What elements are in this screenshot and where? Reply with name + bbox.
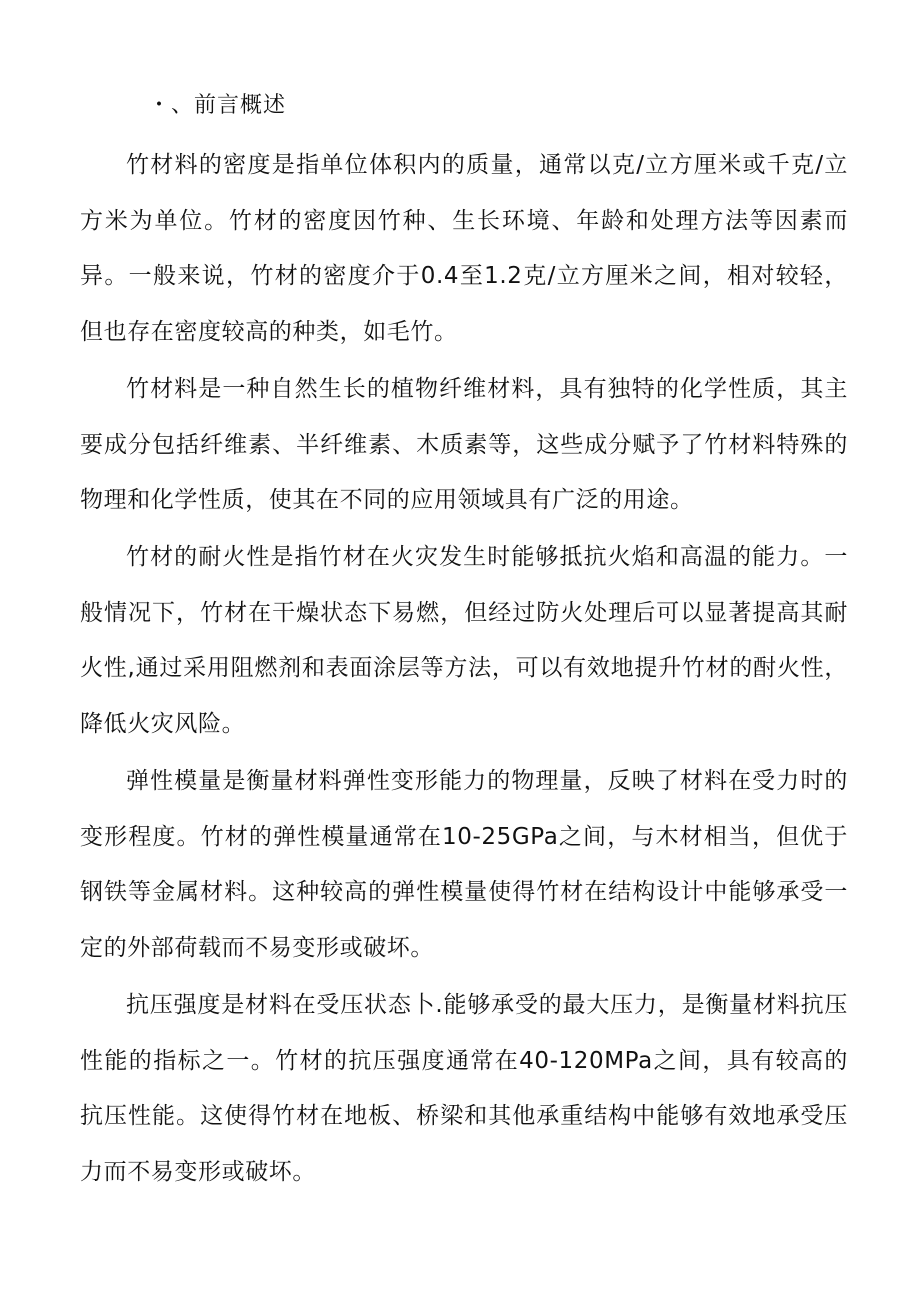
- paragraph-chemical-properties: 竹材料是一种自然生长的植物纤维材料，具有独特的化学性质，其主要成分包括纤维素、半纤维素、木质素等，这些成分赋予了竹材料特殊的物理和化学性质，使其在不同的应用领域具有广泛的用途。: [80, 376, 848, 513]
- paragraph-compressive-strength: 抗压强度是材料在受压状态卜.能够承受的最大压力，是衡量材料抗压性能的指标之一。竹材的抗压强度通常在40-120MPa之间，具有较高的抗压性能。这使得竹材在地板、桥梁和其他承重结构中能够有效地承受压力而不易变形或破坏。: [80, 992, 848, 1185]
- paragraph-elastic-modulus: 弹性模量是衡量材料弹性变形能力的物理量，反映了材料在受力时的变形程度。竹材的弹性模量通常在10-25GPa之间，与木材相当，但优于钢铁等金属材料。这种较高的弹性模量使得竹材在结构设计中能够承受一定的外部荷载而不易变形或破坏。: [80, 768, 848, 961]
- section-heading: ・、前言概述: [148, 93, 287, 118]
- paragraph-fire-resistance: 竹材的耐火性是指竹材在火灾发生时能够抵抗火焰和高温的能力。一般情况下，竹材在干燥状态下易燃，但经过防火处理后可以显著提高其耐火性,通过采用阻燃剂和表面涂层等方法，可以有效地提升竹材的酎火性，降低火灾风险。: [80, 544, 848, 737]
- paragraph-density: 竹材料的密度是指单位体积内的质量，通常以克/立方厘米或千克/立方米为单位。竹材的密度因竹种、生长环境、年龄和处理方法等因素而异。一般来说，竹材的密度介于0.4至1.2克/立方厘米之间，相对较轻，但也存在密度较高的种类，如毛竹。: [80, 152, 848, 345]
